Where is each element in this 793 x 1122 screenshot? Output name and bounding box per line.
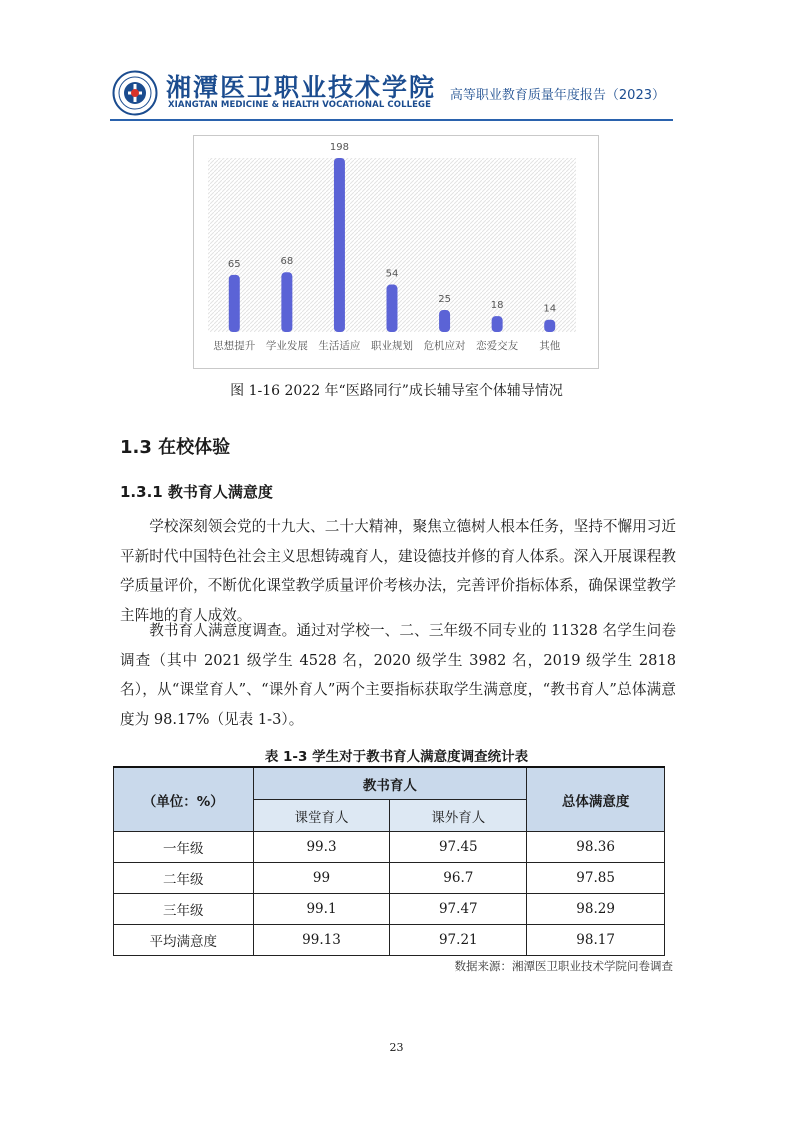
cell-classroom: 99.3 [253,832,390,863]
table-row [114,832,665,863]
total-header: 总体满意度 [527,767,665,832]
table-header-row [114,767,665,800]
chart-bar [439,310,450,332]
chart-canvas [194,136,598,368]
chart-category-label: 其他 [539,340,561,352]
school-name-en: XIANGTAN MEDICINE & HEALTH VOCATIONAL COLLEGE [168,100,431,110]
school-name-cn: 湘潭医卫职业技术学院 [166,73,437,102]
row-label: 三年级 [114,894,254,925]
table-row [114,894,665,925]
chart-data-label: 18 [490,300,504,312]
chart-category-label: 生活适应 [318,340,361,352]
table-row [114,863,665,894]
table-row [114,925,665,956]
row-label: 平均满意度 [114,925,254,956]
chart-data-label: 198 [329,142,349,153]
cell-total: 98.29 [527,894,665,925]
cell-classroom: 99.13 [253,925,390,956]
body-paragraph: 教书育人满意度调查。通过对学校一、二、三年级不同专业的 11328 名学生问卷调查（其中 2021 级学生 4528 名，2020 级学生 3982 名，2019 级学生 2818 名），从“课堂育人”、“课外育人”两个主要指标获取学生满意度，“教书育人”总体满意度为 98.17%（见表 1-3）。 [120,622,676,728]
body-paragraph: 学校深刻领会党的十九大、二十大精神，聚焦立德树人根本任务，坚持不懈用习近平新时代中国特色社会主义思想铸魂育人，建设德技并修的育人体系。深入开展课程教学质量评价，不断优化课堂教学质量评价考核办法，完善评价指标体系，确保课堂教学主阵地的育人成效。 [120,518,676,624]
sub-header-classroom: 课堂育人 [253,800,390,832]
chart-data-label: 54 [385,268,399,280]
chart-data-label: 68 [280,256,294,268]
figure-caption: 图 1-16 2022 年“医路同行”成长辅导室个体辅导情况 [230,383,563,399]
unit-label: （单位：%） [114,767,254,832]
chart-data-label: 14 [543,303,557,315]
cell-total: 98.36 [527,832,665,863]
cell-classroom: 99 [253,863,390,894]
bar-chart [193,135,599,369]
cell-total: 97.85 [527,863,665,894]
chart-data-label: 65 [227,258,241,270]
header-divider [110,119,673,121]
chart-bar [281,272,292,332]
cell-extracurricular: 97.47 [390,894,527,925]
table-caption: 表 1-3 学生对于教书育人满意度调查统计表 [264,749,529,765]
cell-extracurricular: 97.45 [390,832,527,863]
page-number: 23 [389,1041,404,1054]
chart-data-label: 25 [438,294,451,306]
row-label: 一年级 [114,832,254,863]
chart-category-label: 学业发展 [265,340,308,352]
chart-bar [334,158,345,332]
table-source-note: 数据来源：湘潭医卫职业技术学院问卷调查 [454,959,673,973]
satisfaction-table [113,766,665,956]
report-title: 高等职业教育质量年度报告（2023） [449,88,665,103]
cell-extracurricular: 97.21 [390,925,527,956]
chart-category-label: 思想提升 [213,340,256,352]
subsection-heading: 1.3.1 教书育人满意度 [120,483,273,501]
cell-classroom: 99.1 [253,894,390,925]
chart-bar [544,320,555,332]
school-logo-icon [112,70,158,116]
chart-bar [229,275,240,332]
cell-total: 98.17 [527,925,665,956]
chart-category-label: 职业规划 [371,340,413,352]
section-heading: 1.3 在校体验 [120,437,231,458]
chart-bar [387,285,398,332]
sub-header-extracurricular: 课外育人 [390,800,527,832]
chart-category-label: 危机应对 [423,340,466,352]
group-header: 教书育人 [253,767,527,800]
chart-category-label: 恋爱交友 [476,340,519,352]
row-label: 二年级 [114,863,254,894]
chart-bar [492,316,503,332]
cell-extracurricular: 96.7 [390,863,527,894]
